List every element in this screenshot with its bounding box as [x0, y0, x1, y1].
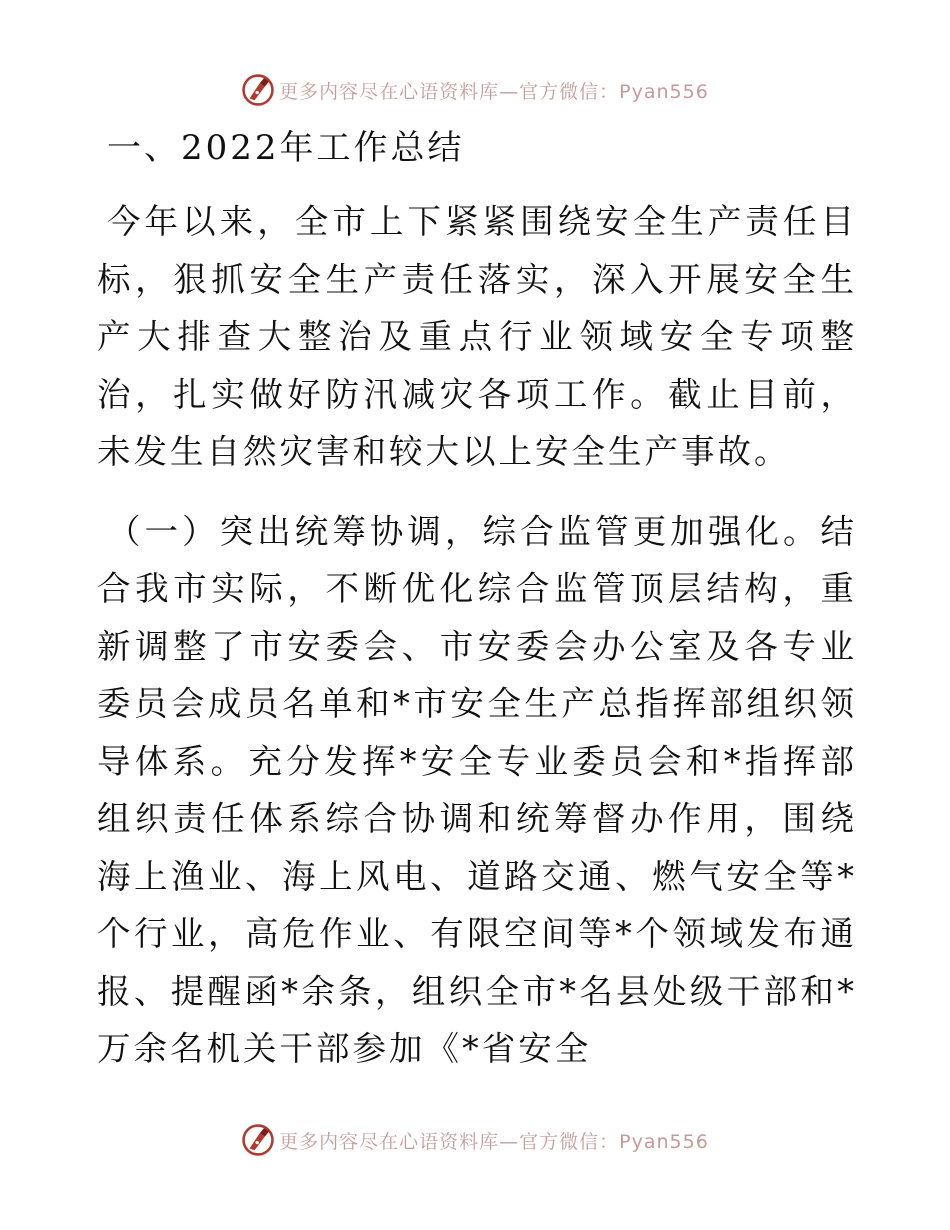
pen-nib-logo-icon [241, 73, 275, 107]
pen-nib-logo-icon [241, 1123, 275, 1157]
paragraph: （一）突出统筹协调，综合监管更加强化。结合我市实际，不断优化综合监管顶层结构，重新调整了市安委会、市安委会办公室及各专业委员会成员名单和*市安全生产总指挥部组织领导体系。充分发挥*安全专业委员会和*指挥部组织责任体系综合协调和统筹督办作用，围绕海上渔业、海上风电、道路交通、燃气安全等*个行业，高危作业、有限空间等*个领域发布通报、提醒函*余条，组织全市*名县处级干部和*万余名机关干部参加《*省安全 [97, 511, 857, 1068]
paragraph: 今年以来，全市上下紧紧围绕安全生产责任目标，狠抓安全生产责任落实，深入开展安全生产大排查大整治及重点行业领域安全专项整治，扎实做好防汛减灾各项工作。截止目前，未发生自然灾害和较大以上安全生产事故。 [97, 202, 857, 471]
section-heading: 一、2022年工作总结 [107, 128, 465, 168]
watermark-text: 更多内容尽在心语资料库—官方微信：Pyan556 [279, 1130, 709, 1153]
watermark-header [0, 70, 950, 110]
watermark-footer [0, 1120, 950, 1160]
watermark-text: 更多内容尽在心语资料库—官方微信：Pyan556 [279, 80, 709, 103]
document-body [97, 120, 857, 1078]
